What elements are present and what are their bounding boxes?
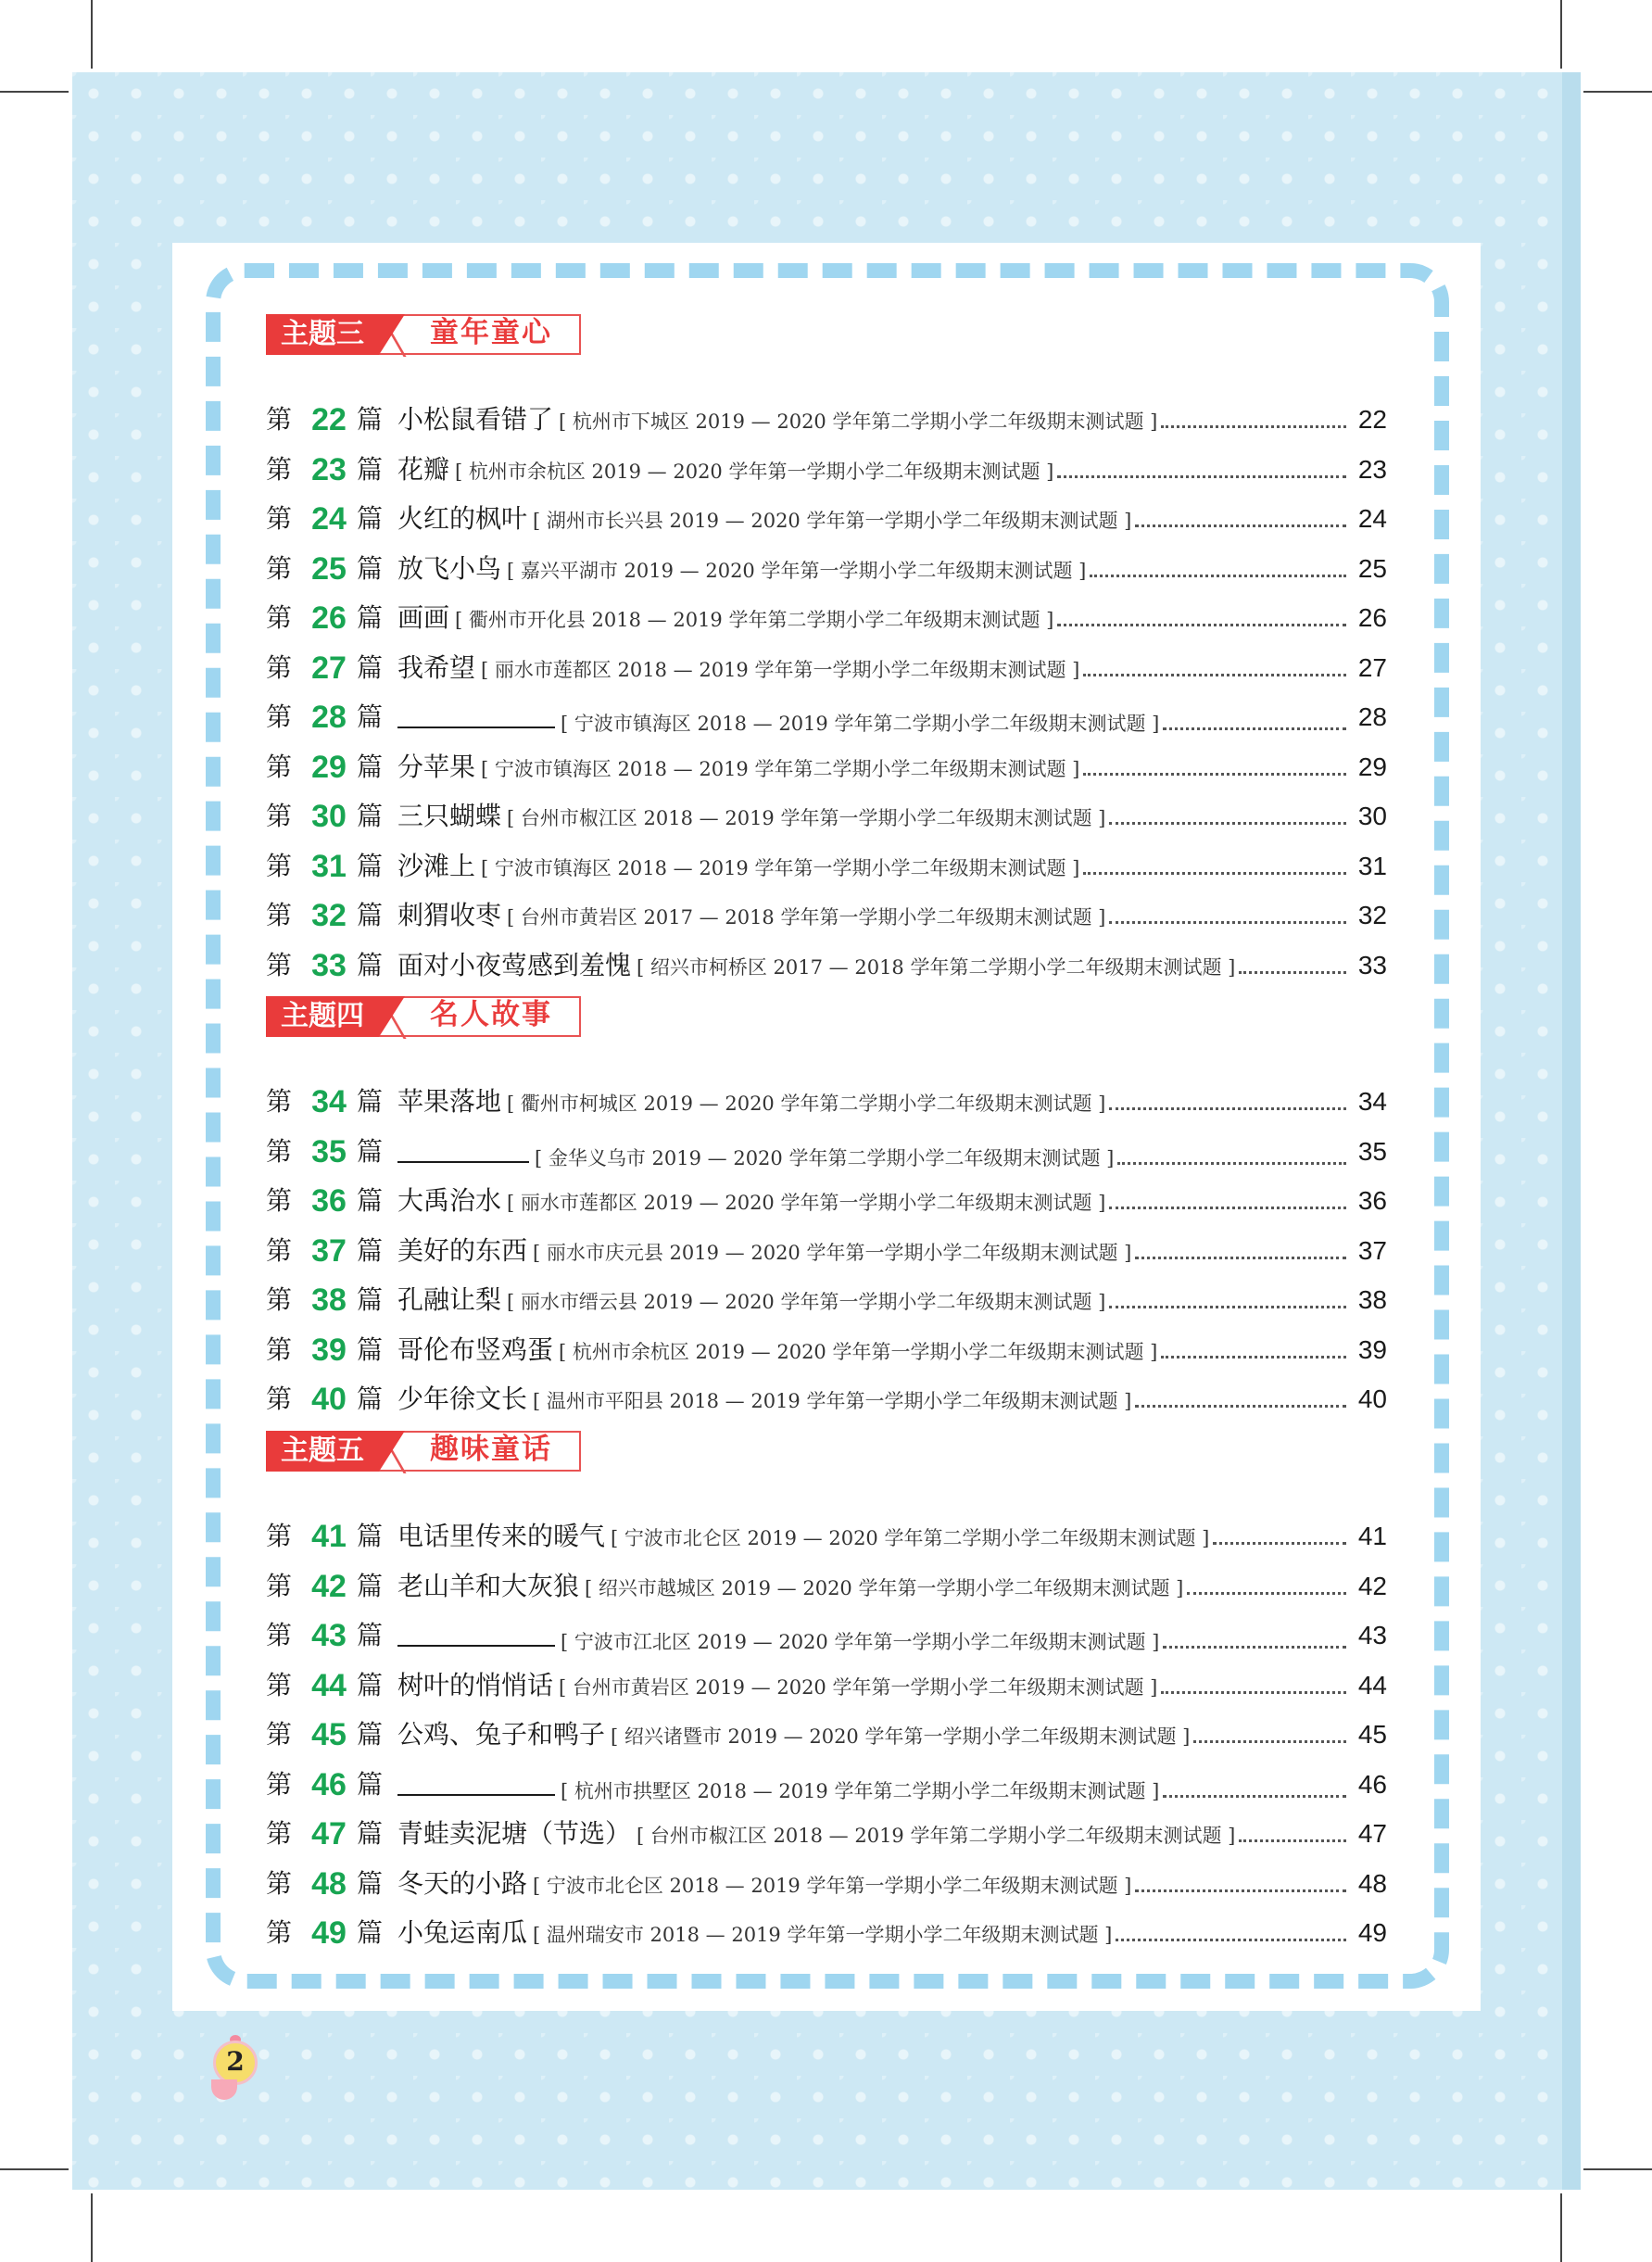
entry-prefix: 第 — [266, 1333, 293, 1365]
section-tag: 主题三 — [266, 314, 379, 355]
title-blank-line — [397, 1613, 555, 1647]
entry-suffix: 篇 — [357, 1570, 384, 1601]
entry-suffix: 篇 — [357, 404, 384, 435]
entry-title: 大禹治水 — [397, 1185, 502, 1216]
entry-source: [ 台州市椒江区 2018 — 2019 学年第二学期小学二年级期末测试题 ] — [637, 1825, 1236, 1847]
entry-suffix: 篇 — [357, 1234, 384, 1266]
entry-prefix: 第 — [266, 1284, 293, 1315]
entry-source: [ 杭州市余杭区 2019 — 2020 学年第一学期小学二年级期末测试题 ] — [455, 460, 1054, 483]
dot-leader — [1117, 1142, 1346, 1165]
entry-number: 26 — [311, 600, 347, 636]
toc-entry[interactable] — [266, 1566, 1387, 1607]
toc-entry[interactable] — [266, 895, 1387, 936]
entry-number: 32 — [311, 898, 347, 933]
entry-page-number: 30 — [1357, 802, 1387, 830]
entry-number: 33 — [311, 947, 347, 983]
toc-entry[interactable] — [266, 747, 1387, 788]
entry-page-number: 37 — [1357, 1235, 1387, 1265]
crop-mark — [1560, 2193, 1562, 2262]
toc-entry[interactable] — [266, 598, 1387, 638]
entry-title: 公鸡、兔子和鸭子 — [397, 1719, 606, 1750]
entry-prefix: 第 — [266, 1620, 293, 1650]
entry-number: 30 — [311, 799, 347, 834]
crop-mark — [0, 91, 69, 93]
entry-number: 29 — [311, 749, 347, 785]
section-header — [266, 996, 581, 1037]
entry-source: [ 宁波市镇海区 2018 — 2019 学年第二学期小学二年级期末测试题 ] — [481, 757, 1080, 780]
entry-page-number: 28 — [1357, 702, 1387, 731]
entry-page-number: 45 — [1357, 1720, 1387, 1749]
section-tag-wedge — [379, 1431, 405, 1472]
section-title: 童年童心 — [430, 316, 552, 349]
dot-leader — [1109, 802, 1346, 825]
entry-page-number: 38 — [1357, 1285, 1387, 1314]
entry-suffix: 篇 — [357, 552, 384, 584]
title-blank-line — [397, 1130, 529, 1163]
entry-source: [ 宁波市镇海区 2018 — 2019 学年第二学期小学二年级期末测试题 ] — [561, 713, 1160, 735]
entry-title: 分苹果 — [397, 751, 476, 782]
entry-page-number: 33 — [1357, 950, 1387, 979]
toc-entry[interactable] — [266, 1181, 1387, 1221]
entry-title: 少年徐文长 — [397, 1384, 528, 1414]
entry-title: 冬天的小路 — [397, 1867, 528, 1899]
toc-entry[interactable] — [266, 1131, 1387, 1172]
entry-page-number: 46 — [1357, 1769, 1387, 1799]
entry-page-number: 31 — [1357, 851, 1387, 880]
entry-source: [ 绍兴诸暨市 2019 — 2020 学年第一学期小学二年级期末测试题 ] — [611, 1725, 1191, 1748]
section-title: 趣味童话 — [430, 1433, 552, 1466]
entry-page-number: 41 — [1357, 1522, 1387, 1550]
entry-prefix: 第 — [266, 503, 293, 534]
entry-number: 40 — [311, 1382, 347, 1417]
entry-source: [ 湖州市长兴县 2019 — 2020 学年第一学期小学二年级期末测试题 ] — [533, 510, 1132, 532]
entry-title: 花瓣 — [397, 453, 450, 485]
crop-mark — [1560, 0, 1562, 69]
entry-page-number: 36 — [1357, 1186, 1387, 1215]
entry-source: [ 宁波市北仑区 2018 — 2019 学年第一学期小学二年级期末测试题 ] — [533, 1874, 1132, 1897]
dot-leader — [1163, 1625, 1346, 1649]
section-tag: 主题五 — [266, 1431, 379, 1472]
entry-title: 三只蝴蝶 — [397, 801, 502, 831]
dot-leader — [1090, 554, 1346, 577]
toc-entry[interactable] — [266, 1081, 1387, 1122]
entry-source: [ 杭州市下城区 2019 — 2020 学年第二学期小学二年级期末测试题 ] — [559, 411, 1158, 433]
dot-leader — [1083, 752, 1346, 776]
entry-source: [ 丽水市庆元县 2019 — 2020 学年第一学期小学二年级期末测试题 ] — [533, 1241, 1132, 1264]
entry-suffix: 篇 — [357, 453, 384, 485]
entry-page-number: 23 — [1357, 454, 1387, 484]
entry-title: 沙滩上 — [397, 850, 476, 881]
dot-leader — [1116, 1918, 1346, 1941]
dot-leader — [1193, 1720, 1346, 1743]
entry-number: 23 — [311, 451, 347, 487]
entry-source: [ 台州市黄岩区 2019 — 2020 学年第一学期小学二年级期末测试题 ] — [559, 1675, 1158, 1699]
entry-title: 哥伦布竖鸡蛋 — [397, 1333, 554, 1365]
entry-number: 34 — [311, 1084, 347, 1119]
toc-entry[interactable] — [266, 796, 1387, 837]
entry-prefix: 第 — [266, 850, 293, 881]
dot-leader — [1135, 1869, 1346, 1892]
entry-page-number: 29 — [1357, 752, 1387, 781]
entry-title: 面对小夜莺感到羞愧 — [397, 949, 632, 980]
section-tag-wedge — [379, 314, 405, 355]
dot-leader — [1109, 901, 1346, 924]
toc-entry[interactable] — [266, 449, 1387, 490]
entry-title: 火红的枫叶 — [397, 503, 528, 534]
entry-source: [ 宁波市镇海区 2018 — 2019 学年第一学期小学二年级期末测试题 ] — [481, 856, 1080, 879]
entry-prefix: 第 — [266, 1185, 293, 1216]
entry-number: 36 — [311, 1183, 347, 1219]
section-header — [266, 1431, 581, 1472]
toc-entry[interactable] — [266, 499, 1387, 539]
crop-mark — [0, 2168, 69, 2170]
entry-suffix: 篇 — [357, 1333, 384, 1365]
entry-number: 24 — [311, 501, 347, 537]
entry-number: 38 — [311, 1283, 347, 1318]
entry-prefix: 第 — [266, 1570, 293, 1601]
entry-suffix: 篇 — [357, 1384, 384, 1414]
entry-source: [ 台州市黄岩区 2017 — 2018 学年第一学期小学二年级期末测试题 ] — [507, 906, 1106, 929]
entry-title: 小兔运南瓜 — [397, 1917, 528, 1948]
entry-suffix: 篇 — [357, 1768, 384, 1800]
page-number-badge — [206, 2039, 263, 2096]
entry-source: [ 温州市平阳县 2018 — 2019 学年第一学期小学二年级期末测试题 ] — [533, 1390, 1132, 1412]
entry-suffix: 篇 — [357, 1284, 384, 1315]
entry-suffix: 篇 — [357, 651, 384, 683]
toc-entry[interactable] — [266, 1231, 1387, 1271]
toc-entry[interactable] — [266, 1665, 1387, 1706]
entry-prefix: 第 — [266, 1818, 293, 1849]
toc-entry[interactable] — [266, 648, 1387, 689]
entry-prefix: 第 — [266, 1768, 293, 1800]
toc-entry[interactable] — [266, 1615, 1387, 1656]
entry-title: 我希望 — [397, 651, 476, 683]
entry-prefix: 第 — [266, 1669, 293, 1700]
section-title: 名人故事 — [430, 998, 552, 1031]
entry-suffix: 篇 — [357, 602, 384, 633]
entry-title: 小松鼠看错了 — [397, 404, 554, 435]
entry-prefix: 第 — [266, 900, 293, 930]
entry-title: 刺猬收枣 — [397, 900, 502, 930]
entry-number: 28 — [311, 700, 347, 735]
entry-prefix: 第 — [266, 552, 293, 584]
toc-entry[interactable] — [266, 1764, 1387, 1805]
toc-entry[interactable] — [266, 1280, 1387, 1321]
entry-page-number: 44 — [1357, 1670, 1387, 1700]
entry-title: 树叶的悄悄话 — [397, 1669, 554, 1700]
entry-suffix: 篇 — [357, 1867, 384, 1899]
entry-page-number: 22 — [1357, 405, 1387, 434]
entry-suffix: 篇 — [357, 801, 384, 831]
entry-prefix: 第 — [266, 949, 293, 980]
entry-source: [ 温州瑞安市 2018 — 2019 学年第一学期小学二年级期末测试题 ] — [533, 1924, 1113, 1946]
entry-suffix: 篇 — [357, 1185, 384, 1216]
entry-title: 画画 — [397, 602, 450, 633]
section-header — [266, 314, 581, 355]
entry-prefix: 第 — [266, 602, 293, 633]
entry-suffix: 篇 — [357, 701, 384, 732]
toc-entry[interactable] — [266, 945, 1387, 986]
entry-number: 47 — [311, 1816, 347, 1851]
entry-suffix: 篇 — [357, 1719, 384, 1750]
entry-suffix: 篇 — [357, 949, 384, 980]
entry-suffix: 篇 — [357, 1135, 384, 1167]
entry-number: 45 — [311, 1717, 347, 1752]
entry-title: 电话里传来的暖气 — [397, 1521, 606, 1551]
entry-title: 苹果落地 — [397, 1086, 502, 1117]
entry-number: 31 — [311, 848, 347, 884]
entry-source: [ 丽水市莲都区 2019 — 2020 学年第一学期小学二年级期末测试题 ] — [507, 1192, 1106, 1214]
entry-number: 46 — [311, 1766, 347, 1802]
dot-leader — [1135, 504, 1346, 527]
entry-page-number: 24 — [1357, 504, 1387, 533]
entry-suffix: 篇 — [357, 850, 384, 881]
entry-page-number: 35 — [1357, 1136, 1387, 1166]
entry-title: 老山羊和大灰狼 — [397, 1570, 580, 1601]
entry-page-number: 42 — [1357, 1571, 1387, 1600]
entry-number: 25 — [311, 550, 347, 587]
entry-suffix: 篇 — [357, 1620, 384, 1650]
entry-prefix: 第 — [266, 404, 293, 435]
entry-prefix: 第 — [266, 1135, 293, 1167]
entry-source: [ 宁波市江北区 2019 — 2020 学年第一学期小学二年级期末测试题 ] — [561, 1631, 1160, 1653]
dot-leader — [1239, 1819, 1346, 1842]
entry-suffix: 篇 — [357, 503, 384, 534]
dot-leader — [1057, 455, 1346, 478]
dot-leader — [1109, 1087, 1346, 1110]
crop-mark — [91, 0, 93, 69]
entry-prefix: 第 — [266, 801, 293, 831]
entry-source: [ 台州市椒江区 2018 — 2019 学年第一学期小学二年级期末测试题 ] — [507, 807, 1106, 829]
entry-source: [ 杭州市拱墅区 2018 — 2019 学年第二学期小学二年级期末测试题 ] — [561, 1779, 1160, 1802]
entry-number: 39 — [311, 1332, 347, 1368]
entry-page-number: 34 — [1357, 1087, 1387, 1116]
entry-source: [ 丽水市缙云县 2019 — 2020 学年第一学期小学二年级期末测试题 ] — [507, 1291, 1106, 1313]
entry-page-number: 25 — [1357, 553, 1387, 583]
entry-page-number: 47 — [1357, 1819, 1387, 1848]
toc-entry[interactable] — [266, 399, 1387, 440]
entry-suffix: 篇 — [357, 1086, 384, 1117]
section-tag-wedge — [379, 996, 405, 1037]
entry-number: 35 — [311, 1133, 347, 1169]
dot-leader — [1135, 1236, 1346, 1259]
entry-source: [ 丽水市莲都区 2018 — 2019 学年第一学期小学二年级期末测试题 ] — [481, 658, 1080, 681]
entry-title: 青蛙卖泥塘（节选） — [397, 1818, 632, 1849]
entry-prefix: 第 — [266, 1867, 293, 1899]
page-edge-strip — [1562, 72, 1581, 2190]
entry-prefix: 第 — [266, 1917, 293, 1948]
entry-page-number: 27 — [1357, 652, 1387, 682]
toc-entry[interactable] — [266, 697, 1387, 738]
title-blank-line — [397, 1763, 555, 1796]
dot-leader — [1161, 1335, 1346, 1358]
entry-source: [ 杭州市余杭区 2019 — 2020 学年第一学期小学二年级期末测试题 ] — [559, 1340, 1158, 1363]
entry-suffix: 篇 — [357, 1669, 384, 1700]
toc-entry[interactable] — [266, 1516, 1387, 1557]
entry-number: 27 — [311, 650, 347, 686]
entry-suffix: 篇 — [357, 900, 384, 930]
entry-number: 41 — [311, 1519, 347, 1554]
dot-leader — [1187, 1572, 1346, 1595]
entry-prefix: 第 — [266, 1086, 293, 1117]
toc-entry[interactable] — [266, 1813, 1387, 1854]
entry-number: 49 — [311, 1915, 347, 1951]
toc-entry[interactable] — [266, 1913, 1387, 1953]
dot-leader — [1109, 1285, 1346, 1308]
entry-prefix: 第 — [266, 1521, 293, 1551]
toc-entry[interactable] — [266, 1714, 1387, 1755]
entry-title: 孔融让梨 — [397, 1284, 502, 1315]
entry-page-number: 40 — [1357, 1384, 1387, 1413]
entry-prefix: 第 — [266, 1384, 293, 1414]
entry-number: 22 — [311, 402, 347, 437]
dot-leader — [1161, 405, 1346, 428]
entry-prefix: 第 — [266, 1719, 293, 1750]
crop-mark — [1583, 91, 1652, 93]
section-tag: 主题四 — [266, 996, 379, 1037]
dot-leader — [1239, 951, 1346, 974]
entry-number: 48 — [311, 1865, 347, 1902]
title-blank-line — [397, 695, 555, 728]
page-number: 2 — [226, 2046, 245, 2077]
entry-number: 42 — [311, 1568, 347, 1604]
entry-page-number: 32 — [1357, 901, 1387, 929]
dot-leader — [1083, 653, 1346, 676]
dot-leader — [1135, 1384, 1346, 1408]
entry-suffix: 篇 — [357, 1818, 384, 1849]
entry-suffix: 篇 — [357, 751, 384, 782]
toc-entry[interactable] — [266, 549, 1387, 589]
crop-mark — [91, 2193, 93, 2262]
entry-source: [ 衢州市柯城区 2019 — 2020 学年第二学期小学二年级期末测试题 ] — [507, 1093, 1106, 1115]
entry-page-number: 48 — [1357, 1868, 1387, 1898]
dot-leader — [1057, 603, 1346, 626]
entry-number: 43 — [311, 1618, 347, 1653]
entry-suffix: 篇 — [357, 1917, 384, 1948]
dot-leader — [1109, 1186, 1346, 1209]
entry-title: 美好的东西 — [397, 1234, 528, 1266]
toc-entry[interactable] — [266, 1330, 1387, 1371]
dot-leader — [1163, 707, 1346, 730]
entry-source: [ 宁波市北仑区 2019 — 2020 学年第二学期小学二年级期末测试题 ] — [611, 1527, 1210, 1549]
entry-page-number: 43 — [1357, 1621, 1387, 1649]
entry-source: [ 绍兴市柯桥区 2017 — 2018 学年第二学期小学二年级期末测试题 ] — [637, 955, 1236, 979]
entry-source: [ 衢州市开化县 2018 — 2019 学年第二学期小学二年级期末测试题 ] — [455, 609, 1054, 631]
dot-leader — [1213, 1522, 1346, 1545]
entry-prefix: 第 — [266, 701, 293, 732]
entry-number: 37 — [311, 1232, 347, 1269]
entry-suffix: 篇 — [357, 1521, 384, 1551]
entry-source: [ 绍兴市越城区 2019 — 2020 学年第一学期小学二年级期末测试题 ] — [585, 1576, 1184, 1599]
entry-page-number: 39 — [1357, 1334, 1387, 1364]
toc-entry[interactable] — [266, 1379, 1387, 1420]
entry-prefix: 第 — [266, 651, 293, 683]
entry-page-number: 49 — [1357, 1918, 1387, 1947]
entry-page-number: 26 — [1357, 603, 1387, 632]
entry-source: [ 嘉兴平湖市 2019 — 2020 学年第一学期小学二年级期末测试题 ] — [507, 559, 1087, 582]
entry-prefix: 第 — [266, 1234, 293, 1266]
toc-entry[interactable] — [266, 1864, 1387, 1904]
crop-mark — [1583, 2168, 1652, 2170]
entry-number: 44 — [311, 1667, 347, 1703]
entry-title: 放飞小鸟 — [397, 552, 502, 584]
entry-prefix: 第 — [266, 751, 293, 782]
toc-entry[interactable] — [266, 846, 1387, 887]
entry-source: [ 金华义乌市 2019 — 2020 学年第二学期小学二年级期末测试题 ] — [535, 1146, 1115, 1169]
entry-prefix: 第 — [266, 453, 293, 485]
dot-leader — [1161, 1671, 1346, 1694]
dot-leader — [1163, 1775, 1346, 1798]
dot-leader — [1083, 852, 1346, 875]
